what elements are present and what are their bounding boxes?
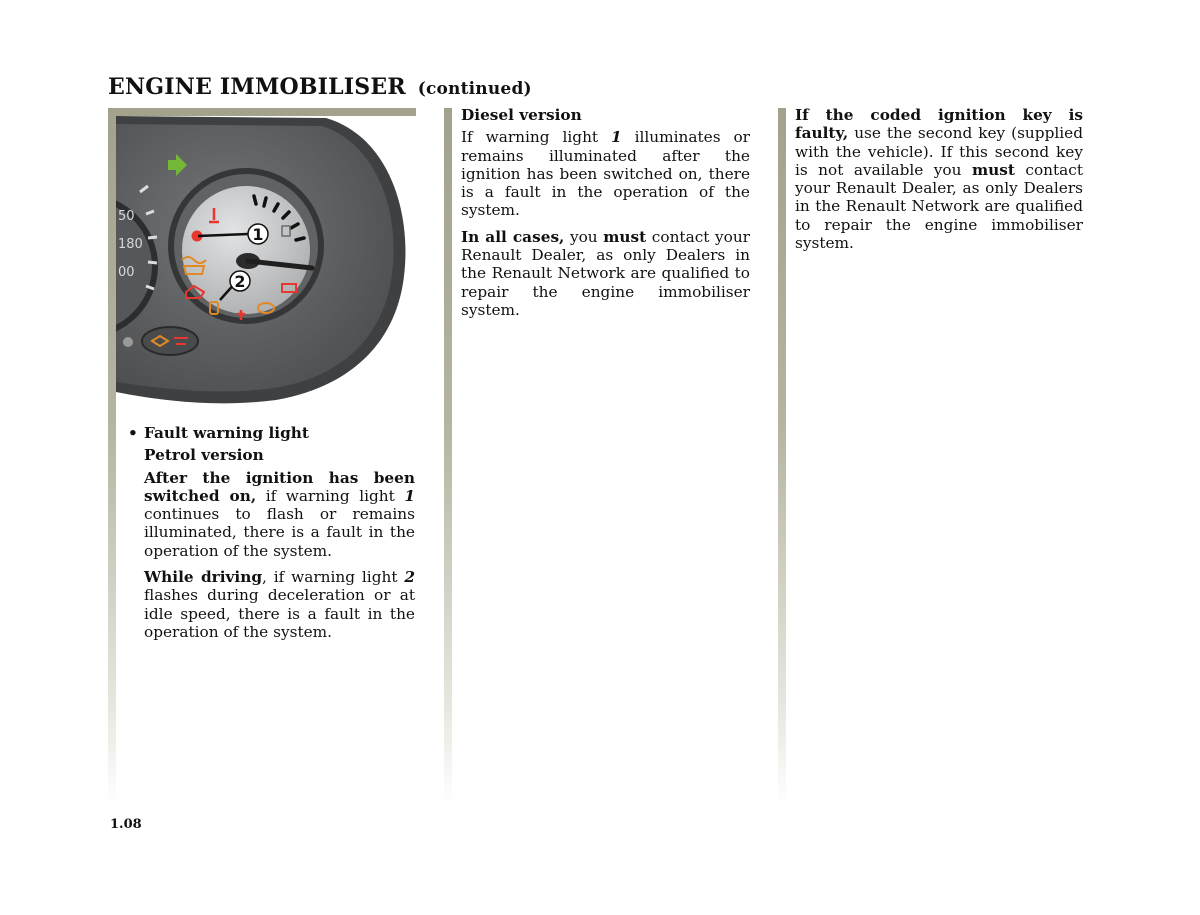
- diesel-paragraph-2: In all cases, you must contact your Renault Dealer, as only Dealers in the Renault Network are qualified to repair the engine immobiliser system.: [461, 227, 750, 319]
- faulty-key-paragraph: If the coded ignition key is faulty, use the second key (supplied with the vehicle). If this second key is not available you must contact your Renault Dealer, as only Dealers in the Renault Network are qualified to repair the engine immobiliser system.: [795, 106, 1083, 253]
- column-2: [461, 106, 750, 327]
- column-rule-middle: [444, 108, 452, 808]
- title-main: ENGINE IMMOBILISER: [108, 74, 406, 100]
- speedo-tick-label: 00: [118, 265, 135, 280]
- column-rule-right: [778, 108, 786, 808]
- diesel-version-heading: Diesel version: [461, 106, 582, 124]
- page-title: [108, 74, 532, 100]
- instrument-panel-figure: [116, 116, 416, 410]
- column-3: [795, 106, 1083, 260]
- petrol-paragraph-1: After the ignition has been switched on, if warning light 1 continues to flash or remains illuminated, there is a fault in the operation of the system.: [144, 468, 415, 560]
- speedo-tick-label: 180: [118, 237, 143, 252]
- petrol-paragraph-2: While driving, if warning light 2 flashes during deceleration or at idle speed, there is a fault in the operation of the system.: [144, 568, 415, 641]
- page-number: 1.08: [110, 817, 142, 832]
- callout-2: 2: [234, 272, 246, 291]
- title-continued: (continued): [417, 79, 532, 99]
- petrol-version-heading: Petrol version: [144, 446, 264, 465]
- figure-top-rule: [108, 108, 416, 116]
- column-1: [128, 424, 415, 649]
- column-rule-left: [108, 108, 116, 808]
- diesel-paragraph-1: If warning light 1 illuminates or remains illuminated after the ignition has been switched on, there is a fault in the operation of the system.: [461, 128, 750, 220]
- speedo-tick-label: 50: [118, 209, 135, 224]
- fault-warning-light-heading: • Fault warning light: [128, 424, 309, 442]
- callout-1: 1: [252, 225, 264, 244]
